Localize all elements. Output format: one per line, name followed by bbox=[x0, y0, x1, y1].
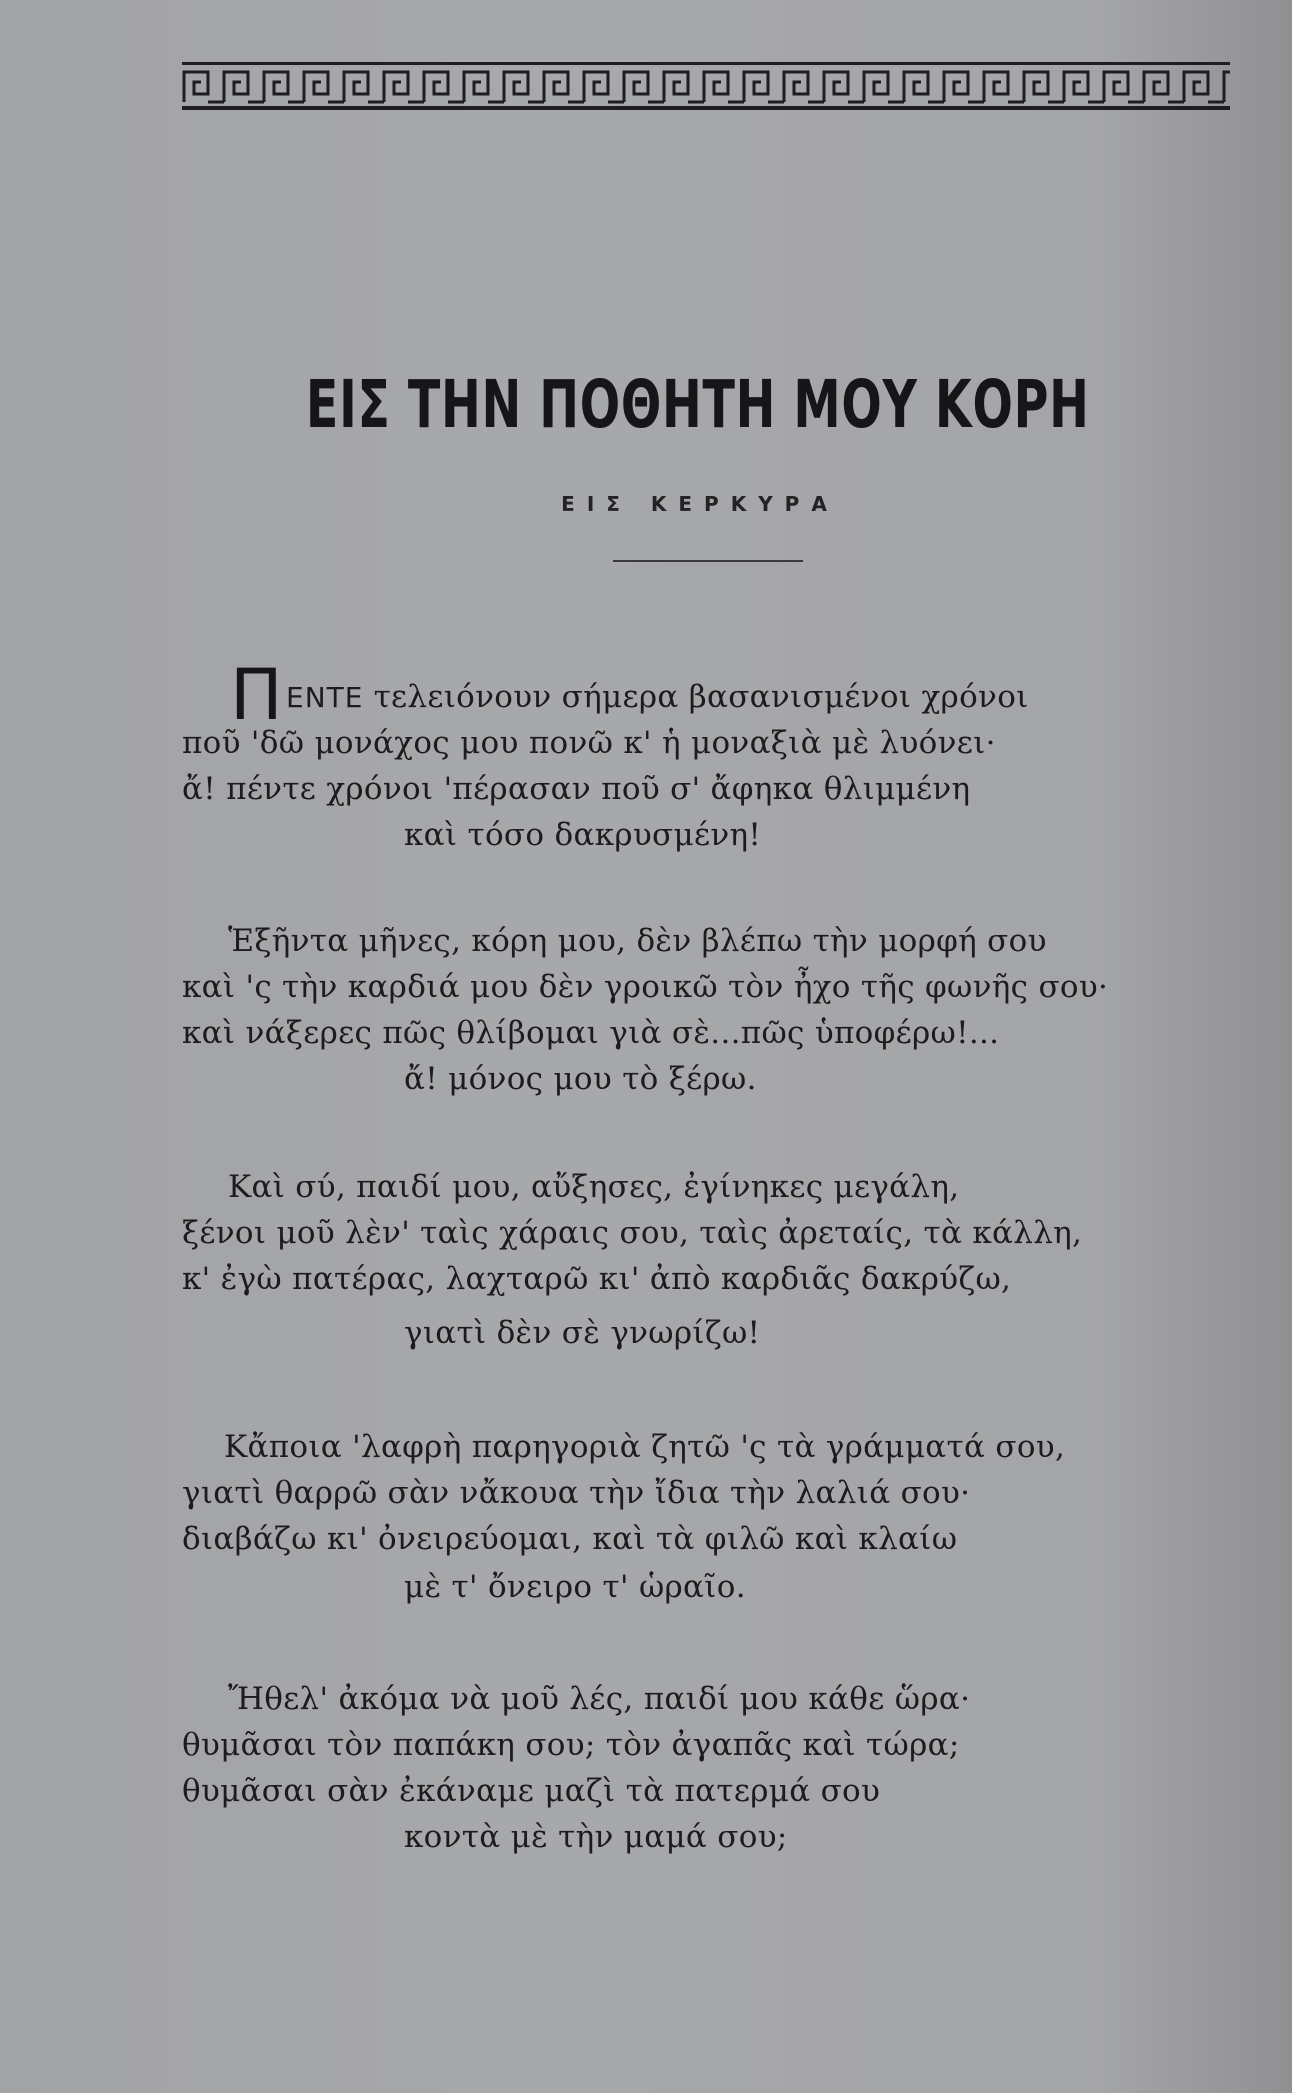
stanza-line: Καὶ σύ, παιδί μου, αὔξησες, ἐγίνηκες μεγάλη, bbox=[228, 1169, 960, 1205]
meander-unit bbox=[1024, 72, 1064, 102]
stanza-line: θυμᾶσαι τὸν παπάκη σου; τὸν ἀγαπᾶς καὶ τώρα; bbox=[182, 1727, 960, 1763]
meander-unit bbox=[1184, 72, 1224, 102]
meander-unit bbox=[984, 72, 1024, 102]
stanza-line: Ἑξῆντα μῆνες, κόρη μου, δὲν βλέπω τὴν μορφή σου bbox=[228, 923, 1047, 959]
meander-unit bbox=[1104, 72, 1144, 102]
stanza-line: κ' ἐγὼ πατέρας, λαχταρῶ κι' ἀπὸ καρδιᾶς δακρύζω, bbox=[182, 1261, 1012, 1297]
stanza-line: καὶ τόσο δακρυσμένη! bbox=[404, 817, 762, 853]
meander-unit bbox=[584, 72, 624, 102]
stanza-line: ἄ! μόνος μου τὸ ξέρω. bbox=[404, 1061, 757, 1097]
meander-unit bbox=[304, 72, 344, 102]
meander-unit bbox=[904, 72, 944, 102]
meander-unit bbox=[424, 72, 464, 102]
stanza-line: καὶ 'ς τὴν καρδιά μου δὲν γροικῶ τὸν ἦχο τῆς φωνῆς σου· bbox=[182, 969, 1109, 1005]
poem-title: ΕΙΣ ΤΗΝ ΠΟΘΗΤΗ ΜΟΥ ΚΟΡΗ bbox=[305, 366, 1090, 443]
stanza-line: διαβάζω κι' ὀνειρεύομαι, καὶ τὰ φιλῶ καὶ κλαίω bbox=[182, 1521, 958, 1557]
stanza-line: μὲ τ' ὄνειρο τ' ὡραῖο. bbox=[404, 1569, 746, 1605]
meander-unit bbox=[1144, 72, 1184, 102]
stanza-line bbox=[286, 679, 1029, 715]
meander-unit bbox=[344, 72, 384, 102]
meander-unit bbox=[264, 72, 304, 102]
meander-unit bbox=[184, 72, 224, 102]
meander-unit bbox=[1064, 72, 1104, 102]
meander-unit bbox=[864, 72, 904, 102]
stanza-line: ἄ! πέντε χρόνοι 'πέρασαν ποῦ σ' ἄφηκα θλιμμένη bbox=[182, 771, 971, 807]
drop-cap: Π bbox=[230, 654, 283, 736]
stanza-line: Κἄποια 'λαφρὴ παρηγοριὰ ζητῶ 'ς τὰ γράμματά σου, bbox=[224, 1429, 1066, 1465]
meander-unit bbox=[224, 72, 264, 102]
meander-unit bbox=[744, 72, 784, 102]
meander-unit bbox=[464, 72, 504, 102]
stanza-line: Ἤθελ' ἀκόμα νὰ μοῦ λές, παιδί μου κάθε ὥρα· bbox=[228, 1681, 971, 1717]
meander-unit bbox=[704, 72, 744, 102]
smallcaps-word: ΕΝΤΕ bbox=[286, 681, 364, 714]
stanza-line: ποῦ 'δῶ μονάχος μου πονῶ κ' ἡ μοναξιὰ μὲ λυόνει· bbox=[182, 725, 996, 761]
meander-unit bbox=[504, 72, 544, 102]
meander-unit bbox=[1224, 72, 1230, 102]
stanza-line: θυμᾶσαι σὰν ἐκάναμε μαζὶ τὰ πατερμά σου bbox=[182, 1773, 881, 1809]
meander-unit bbox=[664, 72, 704, 102]
line-text: τελειόνουν σήμερα βασανισμένοι χρόνοι bbox=[363, 679, 1029, 715]
greek-key-border bbox=[182, 62, 1230, 110]
meander-unit bbox=[824, 72, 864, 102]
meander-unit bbox=[624, 72, 664, 102]
divider-rule bbox=[613, 560, 803, 562]
poem-subtitle: ΕΙΣ ΚΕΡΚΥΡΑ bbox=[561, 492, 839, 516]
meander-unit bbox=[944, 72, 984, 102]
meander-unit bbox=[384, 72, 424, 102]
stanza-line: ξένοι μοῦ λὲν' ταὶς χάραις σου, ταὶς ἀρεταίς, τὰ κάλλη, bbox=[182, 1215, 1083, 1251]
meander-unit bbox=[544, 72, 584, 102]
stanza-line: κοντὰ μὲ τὴν μαμά σου; bbox=[404, 1819, 788, 1855]
stanza-line: γιατὶ θαρρῶ σὰν νἄκουα τὴν ἴδια τὴν λαλιά σου· bbox=[182, 1475, 971, 1511]
meander-unit bbox=[784, 72, 824, 102]
stanza-line: καὶ νάξερες πῶς θλίβομαι γιὰ σὲ...πῶς ὑποφέρω!... bbox=[182, 1015, 1000, 1051]
stanza-line: γιατὶ δὲν σὲ γνωρίζω! bbox=[404, 1315, 761, 1351]
